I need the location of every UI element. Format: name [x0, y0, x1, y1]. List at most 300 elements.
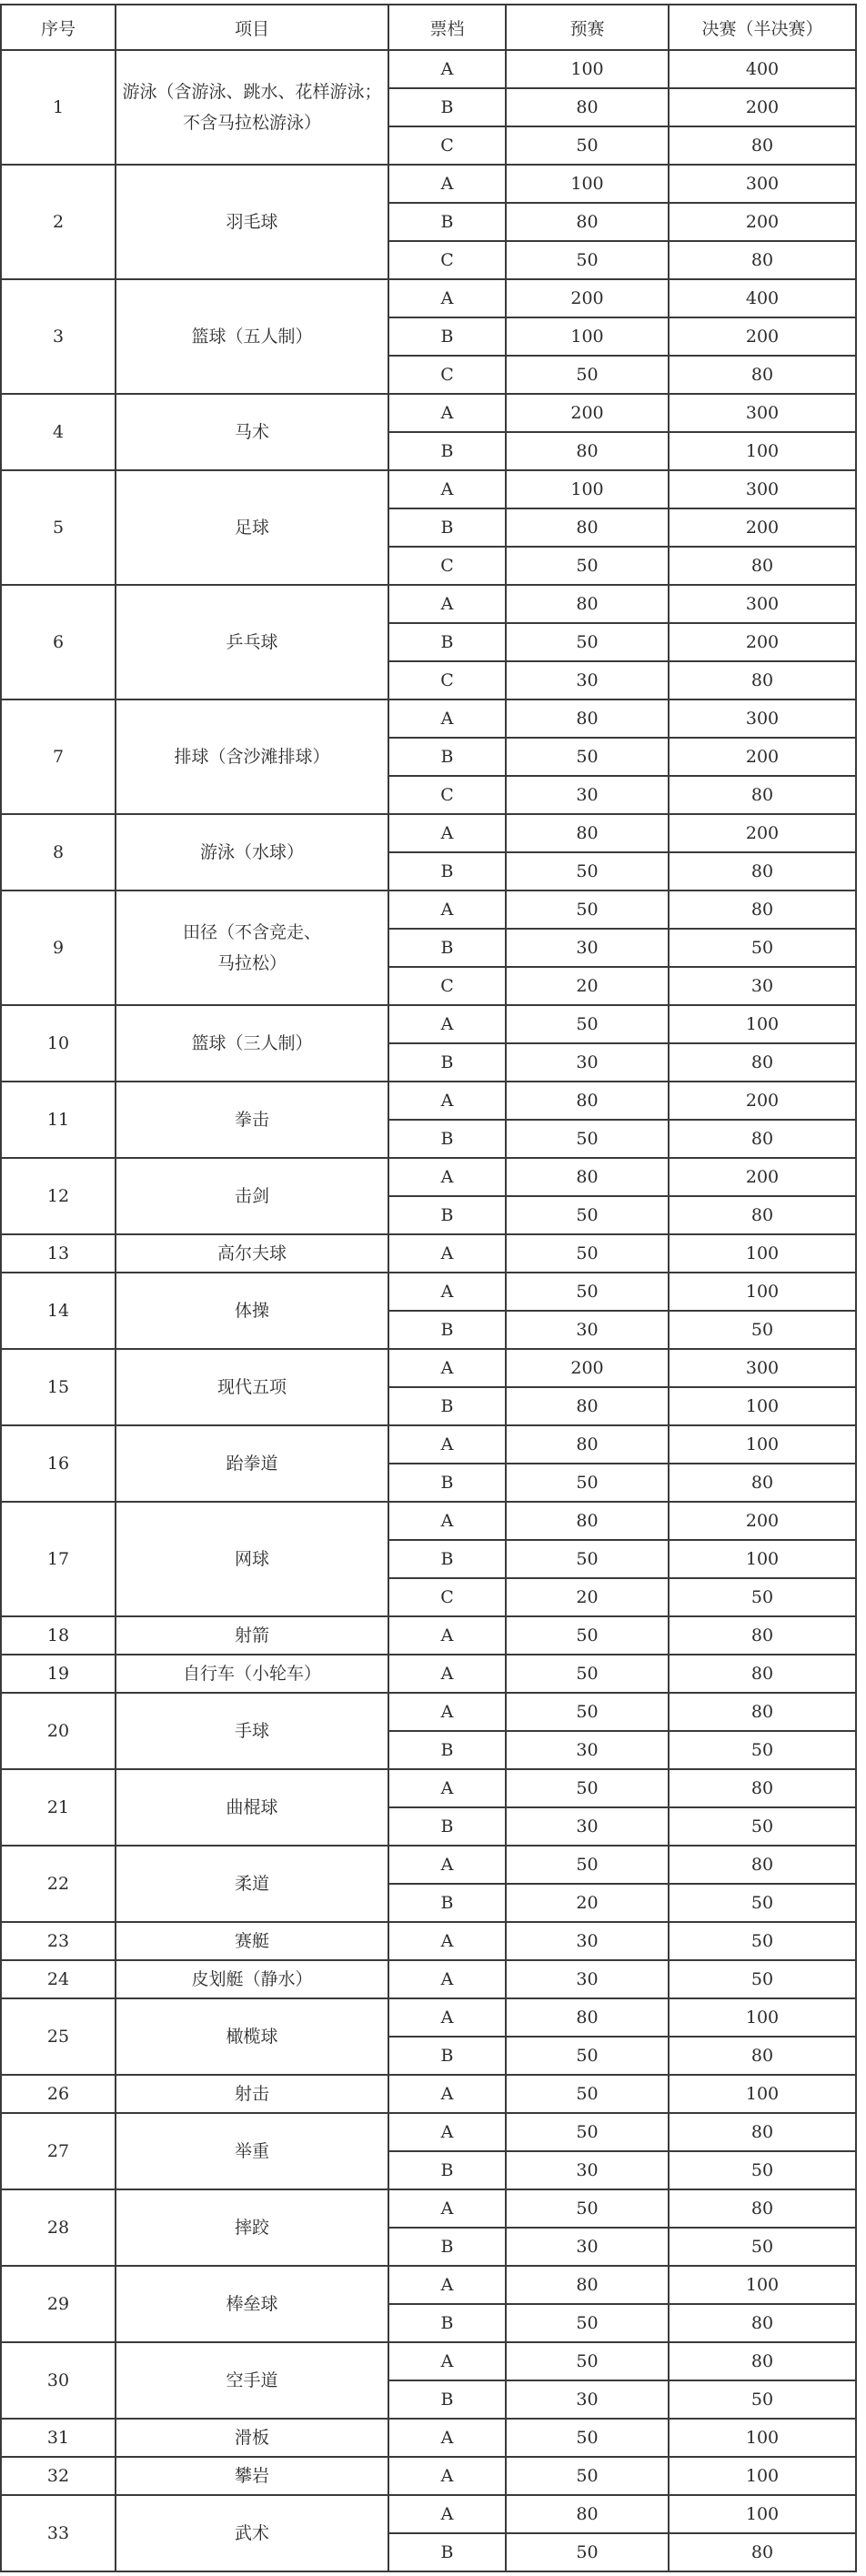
header-serial-number: 序号: [1, 5, 116, 50]
event-name-cell: 高尔夫球: [116, 1234, 388, 1273]
event-name-cell: 游泳（含游泳、跳水、花样游泳； 不含马拉松游泳）: [116, 50, 388, 165]
final-price-cell: 200: [669, 623, 856, 661]
ticket-tier-cell: B: [388, 1311, 506, 1349]
ticket-tier-cell: C: [388, 547, 506, 585]
event-name-cell: 体操: [116, 1273, 388, 1349]
final-price-cell: 100: [669, 2419, 856, 2457]
ticket-tier-cell: C: [388, 776, 506, 814]
event-name-cell: 橄榄球: [116, 1998, 388, 2075]
ticket-tier-cell: B: [388, 852, 506, 891]
event-name-cell: 自行车（小轮车）: [116, 1655, 388, 1693]
preliminary-price-cell: 30: [506, 2380, 669, 2419]
table-row: [1, 2419, 856, 2457]
ticket-tier-cell: A: [388, 165, 506, 203]
event-name-cell: 攀岩: [116, 2457, 388, 2495]
ticket-tier-cell: A: [388, 1693, 506, 1731]
table-row: [1, 1655, 856, 1693]
ticket-tier-cell: C: [388, 356, 506, 394]
final-price-cell: 80: [669, 661, 856, 699]
table-row: [1, 2266, 856, 2304]
header-ticket-tier: 票档: [388, 5, 506, 50]
serial-number-cell: 18: [1, 1616, 116, 1655]
table-row: [1, 2495, 856, 2533]
event-name-cell: 羽毛球: [116, 165, 388, 279]
final-price-cell: 300: [669, 585, 856, 623]
event-name-cell: 棒垒球: [116, 2266, 388, 2342]
ticket-tier-cell: A: [388, 2457, 506, 2495]
header-preliminary: 预赛: [506, 5, 669, 50]
final-price-cell: 50: [669, 1884, 856, 1922]
ticket-tier-cell: A: [388, 1502, 506, 1540]
ticket-tier-cell: A: [388, 585, 506, 623]
ticket-tier-cell: A: [388, 2113, 506, 2151]
preliminary-price-cell: 50: [506, 1464, 669, 1502]
final-price-cell: 80: [669, 1120, 856, 1158]
final-price-cell: 200: [669, 1158, 856, 1196]
serial-number-cell: 27: [1, 2113, 116, 2189]
table-header: [1, 5, 856, 50]
preliminary-price-cell: 20: [506, 1884, 669, 1922]
table-row: [1, 1158, 856, 1196]
preliminary-price-cell: 80: [506, 203, 669, 241]
final-price-cell: 200: [669, 88, 856, 126]
final-price-cell: 100: [669, 1273, 856, 1311]
ticket-tier-cell: A: [388, 2419, 506, 2457]
final-price-cell: 50: [669, 929, 856, 967]
ticket-tier-cell: A: [388, 470, 506, 508]
preliminary-price-cell: 30: [506, 1922, 669, 1960]
preliminary-price-cell: 100: [506, 50, 669, 88]
preliminary-price-cell: 50: [506, 1005, 669, 1043]
preliminary-price-cell: 30: [506, 661, 669, 699]
ticket-tier-cell: B: [388, 432, 506, 470]
final-price-cell: 300: [669, 470, 856, 508]
final-price-cell: 80: [669, 1616, 856, 1655]
ticket-tier-cell: C: [388, 126, 506, 165]
preliminary-price-cell: 80: [506, 1158, 669, 1196]
table-row: [1, 279, 856, 317]
table-row: [1, 50, 856, 88]
event-name-cell: 滑板: [116, 2419, 388, 2457]
ticket-tier-cell: A: [388, 2342, 506, 2380]
event-name-cell: 网球: [116, 1502, 388, 1616]
ticket-tier-cell: A: [388, 699, 506, 738]
serial-number-cell: 26: [1, 2075, 116, 2113]
ticket-tier-cell: B: [388, 738, 506, 776]
preliminary-price-cell: 30: [506, 776, 669, 814]
final-price-cell: 50: [669, 1960, 856, 1998]
preliminary-price-cell: 50: [506, 891, 669, 929]
preliminary-price-cell: 50: [506, 2037, 669, 2075]
preliminary-price-cell: 80: [506, 814, 669, 852]
ticket-tier-cell: A: [388, 1769, 506, 1807]
serial-number-cell: 13: [1, 1234, 116, 1273]
final-price-cell: 80: [669, 1655, 856, 1693]
preliminary-price-cell: 50: [506, 2304, 669, 2342]
preliminary-price-cell: 50: [506, 1540, 669, 1578]
ticket-tier-cell: A: [388, 1616, 506, 1655]
ticket-tier-cell: C: [388, 1578, 506, 1616]
preliminary-price-cell: 50: [506, 547, 669, 585]
ticket-tier-cell: B: [388, 1807, 506, 1846]
ticket-tier-cell: A: [388, 50, 506, 88]
final-price-cell: 80: [669, 852, 856, 891]
preliminary-price-cell: 50: [506, 1616, 669, 1655]
final-price-cell: 300: [669, 699, 856, 738]
ticket-tier-cell: A: [388, 1655, 506, 1693]
table-row: [1, 165, 856, 203]
serial-number-cell: 9: [1, 891, 116, 1005]
header-final: 决赛（半决赛）: [669, 5, 856, 50]
final-price-cell: 50: [669, 1311, 856, 1349]
preliminary-price-cell: 50: [506, 1769, 669, 1807]
table-row: [1, 1234, 856, 1273]
preliminary-price-cell: 20: [506, 967, 669, 1005]
final-price-cell: 100: [669, 2495, 856, 2533]
ticket-tier-cell: A: [388, 814, 506, 852]
final-price-cell: 80: [669, 2304, 856, 2342]
table-row: [1, 1349, 856, 1387]
table-row: [1, 1769, 856, 1807]
serial-number-cell: 12: [1, 1158, 116, 1234]
preliminary-price-cell: 80: [506, 2495, 669, 2533]
serial-number-cell: 3: [1, 279, 116, 394]
serial-number-cell: 22: [1, 1846, 116, 1922]
ticket-tier-cell: B: [388, 2304, 506, 2342]
ticket-tier-cell: A: [388, 1234, 506, 1273]
event-name-cell: 田径（不含竞走、 马拉松）: [116, 891, 388, 1005]
table-row: [1, 394, 856, 432]
preliminary-price-cell: 80: [506, 2266, 669, 2304]
final-price-cell: 80: [669, 2342, 856, 2380]
serial-number-cell: 28: [1, 2189, 116, 2266]
event-name-cell: 空手道: [116, 2342, 388, 2419]
ticket-tier-cell: A: [388, 1922, 506, 1960]
preliminary-price-cell: 50: [506, 852, 669, 891]
final-price-cell: 50: [669, 2151, 856, 2189]
table-row: [1, 1922, 856, 1960]
event-name-cell: 拳击: [116, 1082, 388, 1158]
serial-number-cell: 16: [1, 1425, 116, 1502]
event-name-cell: 武术: [116, 2495, 388, 2571]
ticket-tier-cell: A: [388, 2075, 506, 2113]
table-row: [1, 814, 856, 852]
ticket-tier-cell: B: [388, 2228, 506, 2266]
serial-number-cell: 6: [1, 585, 116, 699]
preliminary-price-cell: 50: [506, 1655, 669, 1693]
event-name-cell: 游泳（水球）: [116, 814, 388, 891]
preliminary-price-cell: 50: [506, 1693, 669, 1731]
final-price-cell: 50: [669, 2228, 856, 2266]
serial-number-cell: 11: [1, 1082, 116, 1158]
ticket-tier-cell: A: [388, 1005, 506, 1043]
event-name-cell: 赛艇: [116, 1922, 388, 1960]
table-row: [1, 1273, 856, 1311]
preliminary-price-cell: 80: [506, 699, 669, 738]
preliminary-price-cell: 50: [506, 356, 669, 394]
final-price-cell: 100: [669, 432, 856, 470]
serial-number-cell: 4: [1, 394, 116, 470]
final-price-cell: 80: [669, 1846, 856, 1884]
ticket-tier-cell: A: [388, 2266, 506, 2304]
ticket-tier-cell: C: [388, 661, 506, 699]
serial-number-cell: 30: [1, 2342, 116, 2419]
table-row: [1, 1082, 856, 1120]
ticket-tier-cell: B: [388, 508, 506, 547]
preliminary-price-cell: 50: [506, 1196, 669, 1234]
preliminary-price-cell: 30: [506, 2151, 669, 2189]
table-body: [1, 50, 856, 2571]
ticket-tier-cell: A: [388, 1846, 506, 1884]
table-row: [1, 2075, 856, 2113]
final-price-cell: 100: [669, 2075, 856, 2113]
serial-number-cell: 19: [1, 1655, 116, 1693]
table-row: [1, 2342, 856, 2380]
final-price-cell: 30: [669, 967, 856, 1005]
ticket-tier-cell: B: [388, 203, 506, 241]
preliminary-price-cell: 50: [506, 738, 669, 776]
final-price-cell: 100: [669, 2457, 856, 2495]
event-name-cell: 击剑: [116, 1158, 388, 1234]
preliminary-price-cell: 100: [506, 165, 669, 203]
table-row: [1, 1693, 856, 1731]
table-row: [1, 1960, 856, 1998]
preliminary-price-cell: 80: [506, 1502, 669, 1540]
event-name-cell: 柔道: [116, 1846, 388, 1922]
final-price-cell: 300: [669, 1349, 856, 1387]
event-name-cell: 现代五项: [116, 1349, 388, 1425]
serial-number-cell: 21: [1, 1769, 116, 1846]
final-price-cell: 80: [669, 2113, 856, 2151]
ticket-tier-cell: B: [388, 1540, 506, 1578]
table-row: [1, 1005, 856, 1043]
serial-number-cell: 33: [1, 2495, 116, 2571]
preliminary-price-cell: 50: [506, 623, 669, 661]
final-price-cell: 100: [669, 1005, 856, 1043]
final-price-cell: 100: [669, 1425, 856, 1464]
preliminary-price-cell: 30: [506, 1731, 669, 1769]
preliminary-price-cell: 200: [506, 279, 669, 317]
ticket-tier-cell: B: [388, 2533, 506, 2571]
final-price-cell: 100: [669, 1540, 856, 1578]
ticket-tier-cell: B: [388, 929, 506, 967]
preliminary-price-cell: 80: [506, 1387, 669, 1425]
event-name-cell: 排球（含沙滩排球）: [116, 699, 388, 814]
final-price-cell: 80: [669, 1464, 856, 1502]
table-row: [1, 1998, 856, 2037]
final-price-cell: 80: [669, 776, 856, 814]
serial-number-cell: 24: [1, 1960, 116, 1998]
event-name-cell: 摔跤: [116, 2189, 388, 2266]
event-name-cell: 篮球（五人制）: [116, 279, 388, 394]
event-name-cell: 跆拳道: [116, 1425, 388, 1502]
event-name-cell: 皮划艇（静水）: [116, 1960, 388, 1998]
ticket-tier-cell: A: [388, 2189, 506, 2228]
ticket-tier-cell: B: [388, 1196, 506, 1234]
header-event: 项目: [116, 5, 388, 50]
final-price-cell: 400: [669, 50, 856, 88]
preliminary-price-cell: 200: [506, 394, 669, 432]
preliminary-price-cell: 100: [506, 317, 669, 356]
serial-number-cell: 23: [1, 1922, 116, 1960]
final-price-cell: 100: [669, 1234, 856, 1273]
table-row: [1, 2189, 856, 2228]
preliminary-price-cell: 50: [506, 1846, 669, 1884]
serial-number-cell: 7: [1, 699, 116, 814]
final-price-cell: 400: [669, 279, 856, 317]
serial-number-cell: 8: [1, 814, 116, 891]
final-price-cell: 80: [669, 1043, 856, 1082]
serial-number-cell: 5: [1, 470, 116, 585]
final-price-cell: 300: [669, 165, 856, 203]
serial-number-cell: 10: [1, 1005, 116, 1082]
preliminary-price-cell: 100: [506, 470, 669, 508]
ticket-tier-cell: A: [388, 1998, 506, 2037]
preliminary-price-cell: 30: [506, 1043, 669, 1082]
ticket-tier-cell: B: [388, 623, 506, 661]
ticket-tier-cell: A: [388, 1082, 506, 1120]
ticket-tier-cell: A: [388, 1960, 506, 1998]
ticket-tier-cell: A: [388, 1273, 506, 1311]
event-name-cell: 手球: [116, 1693, 388, 1769]
preliminary-price-cell: 80: [506, 585, 669, 623]
ticket-tier-cell: A: [388, 2495, 506, 2533]
final-price-cell: 80: [669, 2189, 856, 2228]
final-price-cell: 80: [669, 241, 856, 279]
preliminary-price-cell: 200: [506, 1349, 669, 1387]
final-price-cell: 100: [669, 1387, 856, 1425]
event-name-cell: 射击: [116, 2075, 388, 2113]
ticket-tier-cell: B: [388, 1464, 506, 1502]
final-price-cell: 50: [669, 1922, 856, 1960]
final-price-cell: 300: [669, 394, 856, 432]
preliminary-price-cell: 50: [506, 2189, 669, 2228]
preliminary-price-cell: 50: [506, 2342, 669, 2380]
preliminary-price-cell: 30: [506, 929, 669, 967]
table-row: [1, 1616, 856, 1655]
preliminary-price-cell: 20: [506, 1578, 669, 1616]
final-price-cell: 200: [669, 508, 856, 547]
preliminary-price-cell: 50: [506, 241, 669, 279]
final-price-cell: 80: [669, 891, 856, 929]
serial-number-cell: 29: [1, 2266, 116, 2342]
preliminary-price-cell: 30: [506, 1960, 669, 1998]
ticket-tier-cell: B: [388, 1387, 506, 1425]
event-name-cell: 马术: [116, 394, 388, 470]
table-row: [1, 891, 856, 929]
final-price-cell: 100: [669, 2266, 856, 2304]
final-price-cell: 100: [669, 1998, 856, 2037]
preliminary-price-cell: 30: [506, 1311, 669, 1349]
serial-number-cell: 25: [1, 1998, 116, 2075]
event-name-cell: 篮球（三人制）: [116, 1005, 388, 1082]
event-name-cell: 足球: [116, 470, 388, 585]
preliminary-price-cell: 50: [506, 2419, 669, 2457]
ticket-tier-cell: B: [388, 317, 506, 356]
final-price-cell: 80: [669, 356, 856, 394]
final-price-cell: 200: [669, 203, 856, 241]
table-row: [1, 699, 856, 738]
final-price-cell: 50: [669, 2380, 856, 2419]
final-price-cell: 200: [669, 814, 856, 852]
ticket-tier-cell: B: [388, 88, 506, 126]
serial-number-cell: 15: [1, 1349, 116, 1425]
final-price-cell: 80: [669, 2037, 856, 2075]
serial-number-cell: 32: [1, 2457, 116, 2495]
preliminary-price-cell: 80: [506, 432, 669, 470]
final-price-cell: 80: [669, 1693, 856, 1731]
preliminary-price-cell: 50: [506, 1120, 669, 1158]
final-price-cell: 200: [669, 317, 856, 356]
ticket-tier-cell: B: [388, 1731, 506, 1769]
ticket-tier-cell: B: [388, 1884, 506, 1922]
ticket-tier-cell: A: [388, 1158, 506, 1196]
final-price-cell: 50: [669, 1807, 856, 1846]
final-price-cell: 200: [669, 1082, 856, 1120]
serial-number-cell: 31: [1, 2419, 116, 2457]
preliminary-price-cell: 80: [506, 1998, 669, 2037]
ticket-price-table: [0, 4, 857, 2572]
final-price-cell: 80: [669, 1196, 856, 1234]
ticket-tier-cell: A: [388, 1425, 506, 1464]
final-price-cell: 200: [669, 1502, 856, 1540]
ticket-tier-cell: C: [388, 241, 506, 279]
table-row: [1, 470, 856, 508]
ticket-tier-cell: B: [388, 2380, 506, 2419]
serial-number-cell: 2: [1, 165, 116, 279]
preliminary-price-cell: 50: [506, 2113, 669, 2151]
preliminary-price-cell: 50: [506, 1234, 669, 1273]
ticket-tier-cell: B: [388, 2037, 506, 2075]
preliminary-price-cell: 80: [506, 1425, 669, 1464]
table-row: [1, 1425, 856, 1464]
preliminary-price-cell: 80: [506, 1082, 669, 1120]
ticket-tier-cell: B: [388, 1043, 506, 1082]
ticket-tier-cell: A: [388, 1349, 506, 1387]
ticket-tier-cell: B: [388, 2151, 506, 2189]
final-price-cell: 200: [669, 738, 856, 776]
preliminary-price-cell: 50: [506, 2533, 669, 2571]
ticket-tier-cell: A: [388, 891, 506, 929]
preliminary-price-cell: 50: [506, 1273, 669, 1311]
preliminary-price-cell: 80: [506, 88, 669, 126]
final-price-cell: 80: [669, 1769, 856, 1807]
table-row: [1, 1846, 856, 1884]
final-price-cell: 80: [669, 126, 856, 165]
event-name-cell: 射箭: [116, 1616, 388, 1655]
preliminary-price-cell: 50: [506, 126, 669, 165]
preliminary-price-cell: 30: [506, 2228, 669, 2266]
preliminary-price-cell: 30: [506, 1807, 669, 1846]
serial-number-cell: 14: [1, 1273, 116, 1349]
header-row: [1, 5, 856, 50]
preliminary-price-cell: 80: [506, 508, 669, 547]
final-price-cell: 80: [669, 2533, 856, 2571]
event-name-cell: 乒乓球: [116, 585, 388, 699]
serial-number-cell: 1: [1, 50, 116, 165]
ticket-tier-cell: B: [388, 1120, 506, 1158]
serial-number-cell: 17: [1, 1502, 116, 1616]
table-row: [1, 585, 856, 623]
ticket-tier-cell: A: [388, 394, 506, 432]
final-price-cell: 50: [669, 1731, 856, 1769]
preliminary-price-cell: 50: [506, 2457, 669, 2495]
serial-number-cell: 20: [1, 1693, 116, 1769]
event-name-cell: 举重: [116, 2113, 388, 2189]
final-price-cell: 80: [669, 547, 856, 585]
table-row: [1, 2457, 856, 2495]
table-row: [1, 1502, 856, 1540]
